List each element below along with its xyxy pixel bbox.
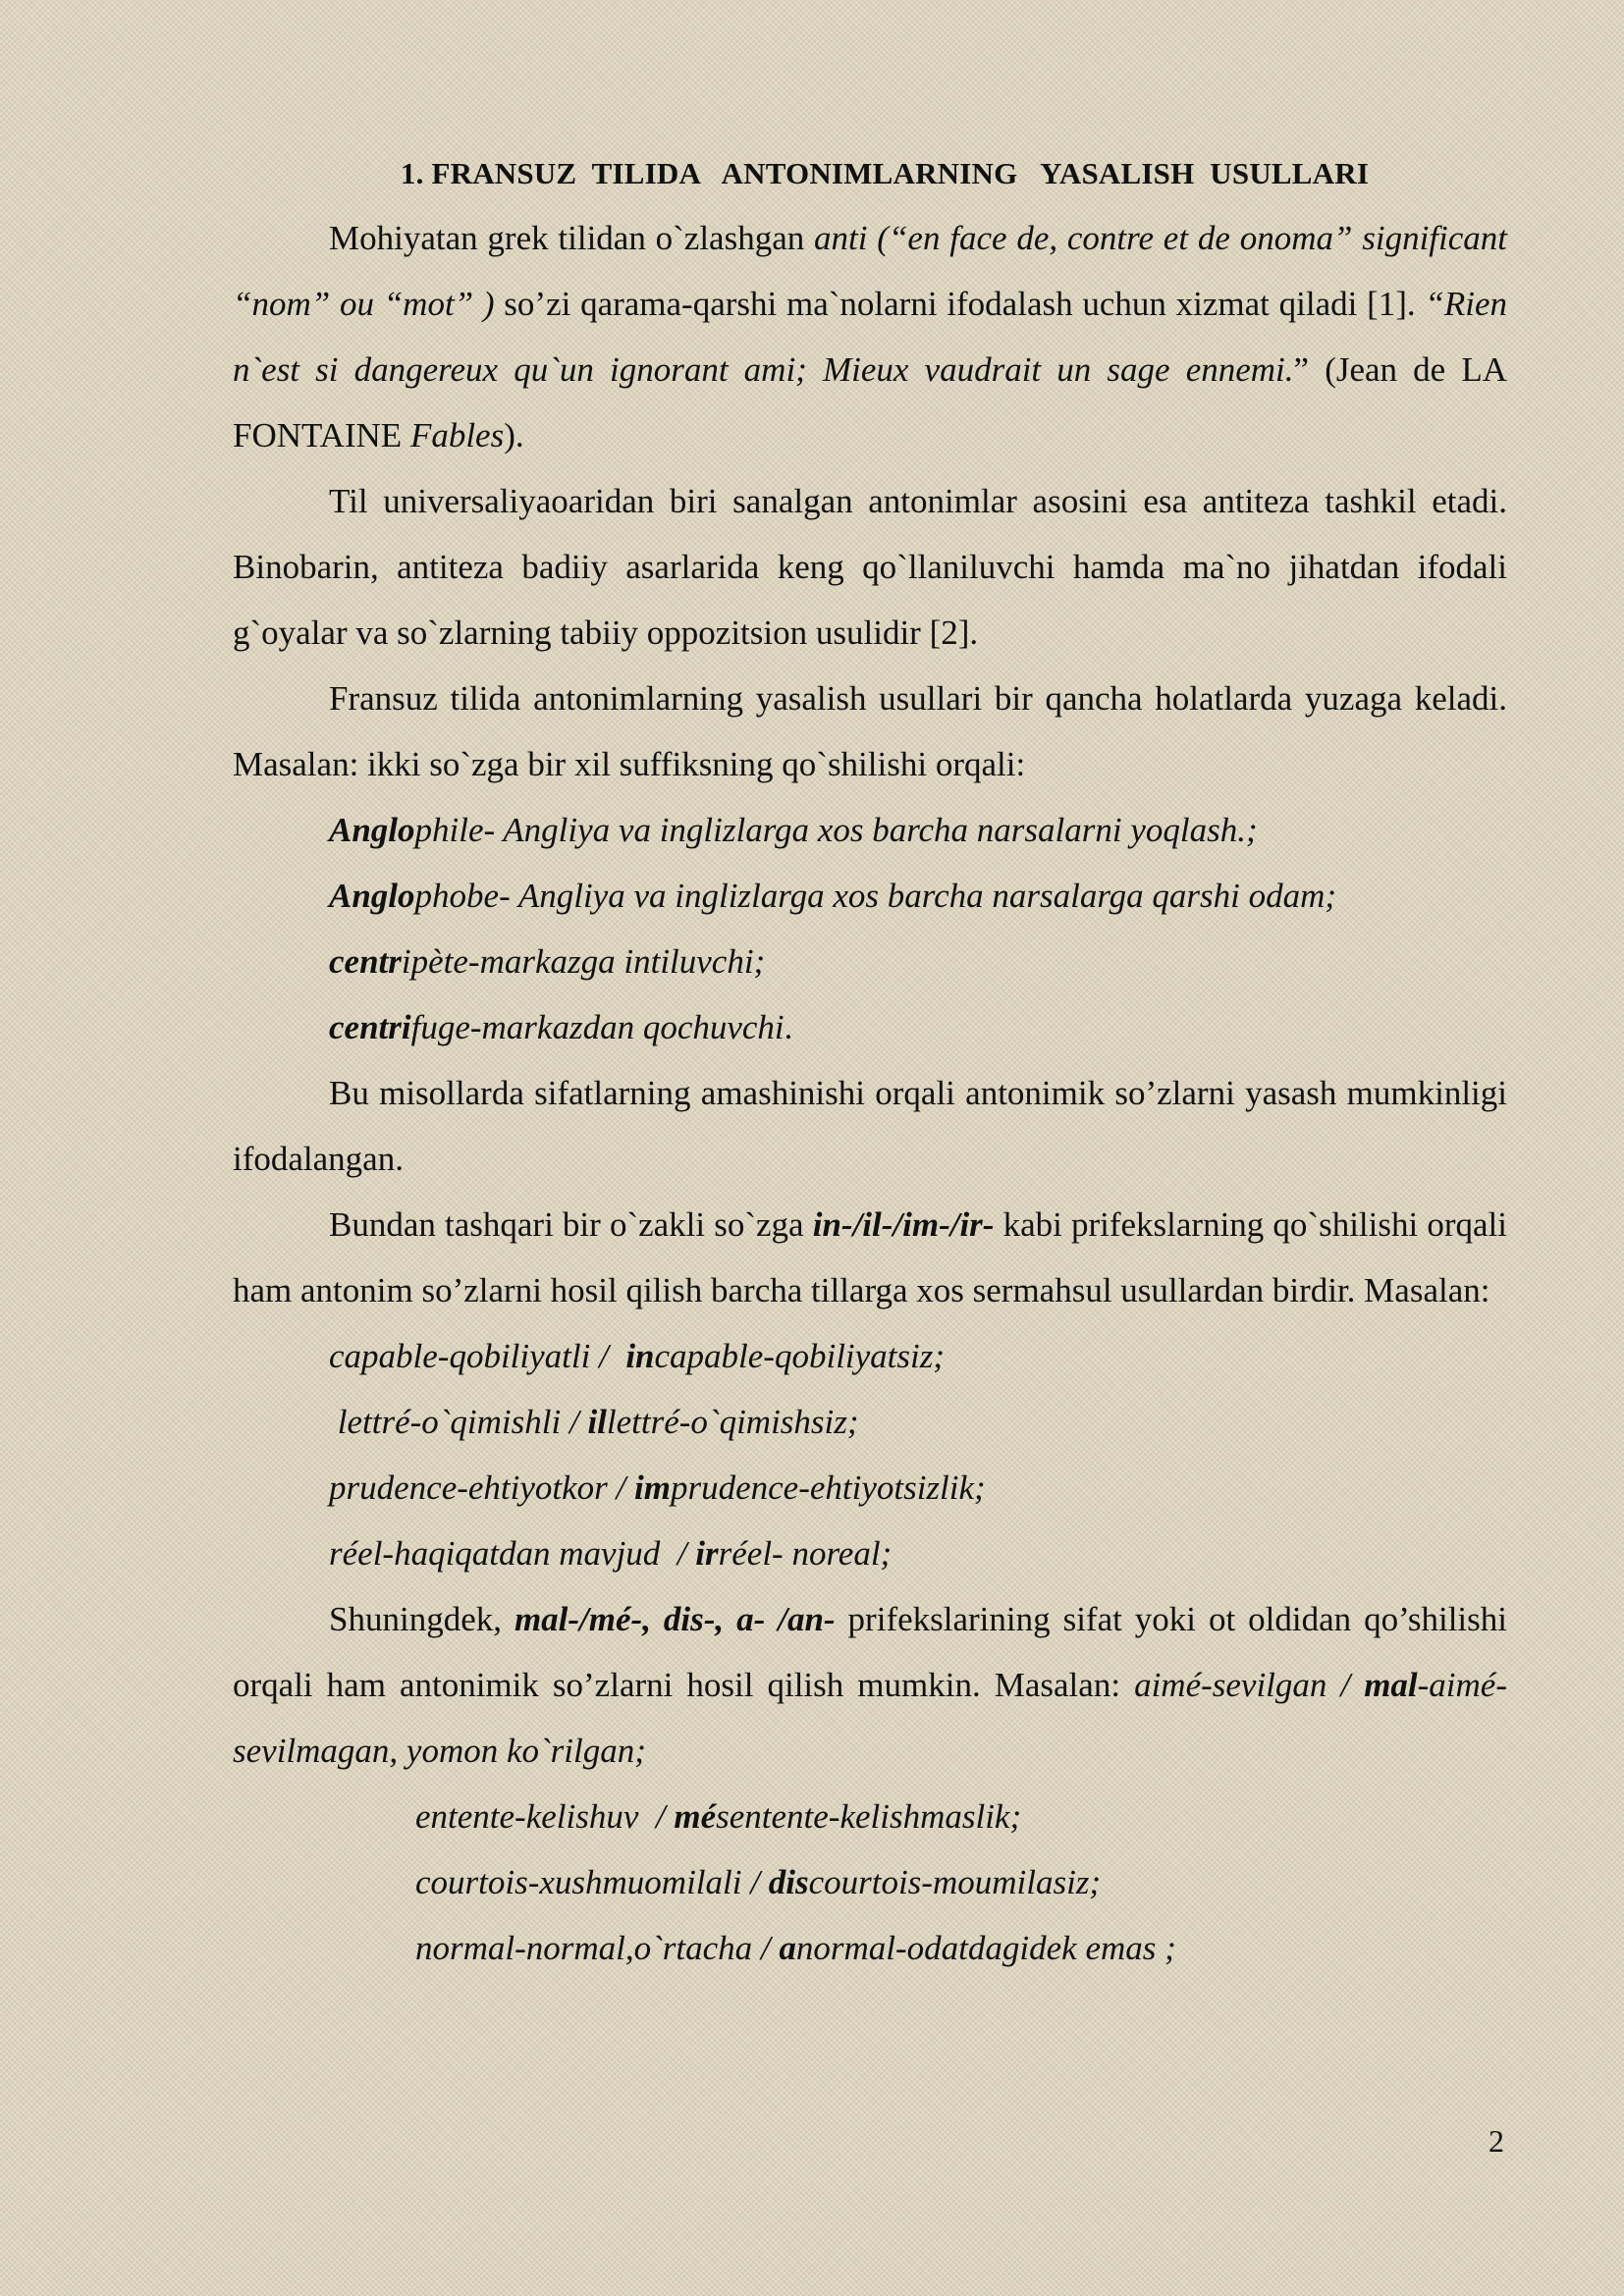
example-text: lettré-o`qimishsiz;: [606, 1403, 859, 1441]
bold-prefix: il: [587, 1403, 607, 1441]
example-text: normal-normal,o`rtacha /: [415, 1929, 780, 1967]
example-line: [233, 929, 1507, 994]
example-line: [233, 1849, 1507, 1915]
example-text: réel- noreal;: [718, 1534, 893, 1573]
paragraph-prefixes: [233, 1192, 1507, 1323]
example-line: [233, 994, 1507, 1060]
example-text: courtois-xushmuomilali /: [415, 1863, 769, 1901]
example-text: normal-odatdagidek emas ;: [795, 1929, 1176, 1967]
example-line: [233, 1323, 1507, 1389]
document-page: [233, 142, 1507, 1981]
example-line: [233, 797, 1507, 863]
italic-text: anti (“en face de, contre et de onoma” significant “nom” ou “mot” ): [233, 219, 1507, 323]
paragraph-etymology: [233, 205, 1507, 468]
text: ).: [504, 416, 524, 454]
text: Mohiyatan grek tilidan o`zlashgan: [329, 219, 815, 257]
italic-text: Fables: [409, 416, 505, 454]
example-line: [233, 1521, 1507, 1586]
text: prifekslarining sifat yoki ot oldidan qo’shilishi orqali ham antonimik so’zlarni hosil qilish mumkin. Masalan:: [233, 1600, 1507, 1704]
bold-prefix: in: [625, 1337, 655, 1375]
text: kabi prifekslarning qo`shilishi orqali ham antonim so’zlarni hosil qilish barcha tillarga xos sermahsul usullardan birdir. Masalan:: [233, 1205, 1507, 1309]
section-heading: 1. FRANSUZ TILIDA ANTONIMLARNING YASALISH USULLARI: [400, 156, 1370, 190]
bold-root: centr: [329, 942, 402, 981]
example-line: [233, 863, 1507, 929]
bold-root: Anglo: [329, 877, 415, 915]
prefix-list: in-/il-/im-/ir-: [812, 1205, 995, 1244]
example-text: courtois-moumilasiz;: [808, 1863, 1102, 1901]
paragraph-antithesis: Til universaliyaoaridan biri sanalgan antonimlar asosini esa antiteza tashkil etadi. Binobarin, antiteza badiiy asarlarida keng qo`llaniluvchi hamda ma`no jihatdan ifodali g`oyalar va so`zlarning tabiiy oppozitsion usulidir [2].: [233, 482, 1507, 652]
prefix-list: mal-/mé-, dis-, a- /an-: [514, 1600, 836, 1638]
bold-prefix: mé: [674, 1797, 717, 1836]
example-line: [233, 1455, 1507, 1521]
period: .: [784, 1008, 793, 1046]
bold-prefix: ir: [695, 1534, 719, 1573]
paragraph-adjectives: Bu misollarda sifatlarning amashinishi orqali antonimik so’zlarni yasash mumkinligi ifodalangan.: [233, 1074, 1507, 1178]
example-line: [233, 1389, 1507, 1455]
example-text: aimé-sevilgan /: [1134, 1666, 1365, 1704]
bold-root: centri: [329, 1008, 411, 1046]
example-line: [233, 1915, 1507, 1981]
text: Bundan tashqari bir o`zakli so`zga: [329, 1205, 813, 1244]
example-text: ipète-markazga intiluvchi;: [401, 942, 766, 981]
example-text: sentente-kelishmaslik;: [716, 1797, 1022, 1836]
example-text: phile- Angliya va inglizlarga xos barcha narsalarni yoqlash.;: [414, 811, 1258, 849]
bold-prefix: a: [779, 1929, 796, 1967]
text: Shuningdek,: [329, 1600, 514, 1638]
example-text: prudence-ehtiyotsizlik;: [670, 1468, 986, 1507]
example-line: [233, 1784, 1507, 1849]
example-text: phobe- Angliya va inglizlarga xos barcha narsalarga qarshi odam;: [414, 877, 1337, 915]
page-number: 2: [1489, 2123, 1504, 2159]
example-text: -aimé-sevilmagan, yomon ko`rilgan;: [233, 1666, 1507, 1770]
bold-prefix: im: [634, 1468, 671, 1507]
example-text: réel-haqiqatdan mavjud /: [329, 1534, 696, 1573]
example-text: entente-kelishuv /: [415, 1797, 675, 1836]
text: so’zi qarama-qarshi ma`nolarni ifodalash uchun xizmat qiladi [1].: [494, 285, 1426, 323]
bold-prefix: mal: [1364, 1666, 1418, 1704]
example-text: lettré-o`qimishli /: [329, 1403, 588, 1441]
paragraph-mal-prefixes: [233, 1586, 1507, 1784]
text: ” (Jean de LA FONTAINE: [233, 350, 1507, 454]
paragraph-suffix-intro: Fransuz tilida antonimlarning yasalish usullari bir qancha holatlarda yuzaga keladi. Masalan: ikki so`zga bir xil suffiksning qo`shilishi orqali:: [233, 679, 1507, 783]
example-text: fuge-markazdan qochuvchi: [410, 1008, 785, 1046]
quote-text: “Rien n`est si dangereux qu`un ignorant ami; Mieux vaudrait un sage ennemi.: [233, 285, 1507, 389]
bold-prefix: dis: [768, 1863, 809, 1901]
example-text: prudence-ehtiyotkor /: [329, 1468, 635, 1507]
example-text: capable-qobiliyatsiz;: [654, 1337, 946, 1375]
bold-root: Anglo: [329, 811, 415, 849]
example-text: capable-qobiliyatli /: [329, 1337, 626, 1375]
